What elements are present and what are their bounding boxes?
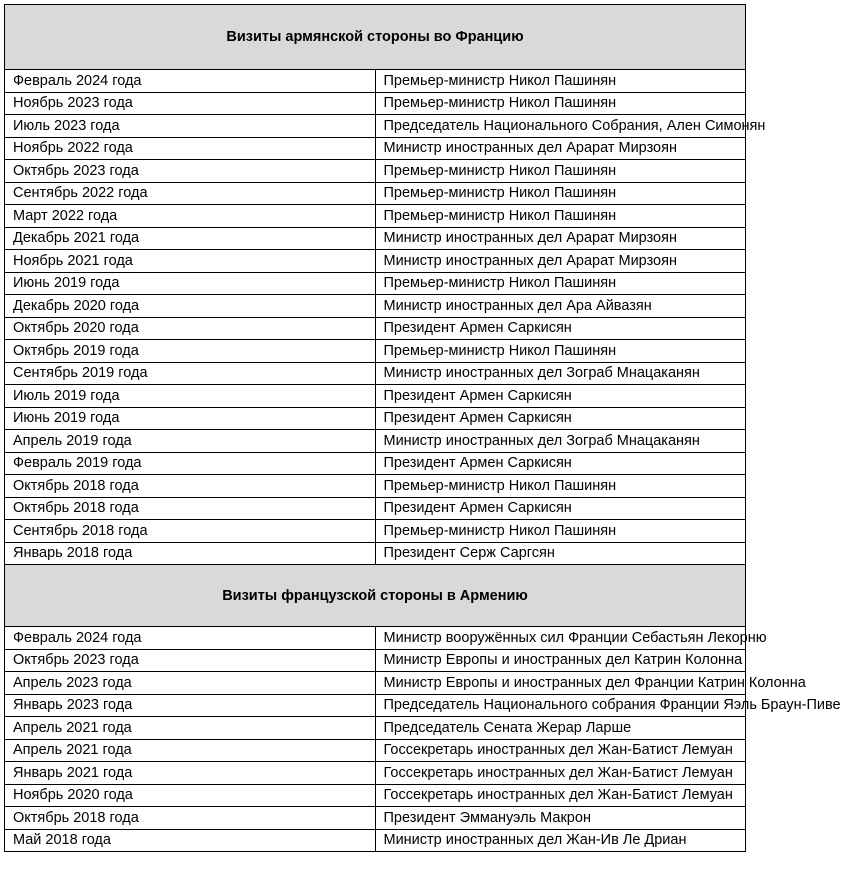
visitor-cell: Премьер-министр Никол Пашинян: [375, 205, 746, 228]
visitor-cell: Премьер-министр Никол Пашинян: [375, 182, 746, 205]
visitor-cell: Премьер-министр Никол Пашинян: [375, 70, 746, 93]
section-title: Визиты армянской стороны во Францию: [5, 5, 746, 70]
table-row: [5, 385, 746, 408]
visit-date-cell: Февраль 2024 года: [5, 627, 376, 650]
visitor-cell: Президент Армен Саркисян: [375, 497, 746, 520]
visit-date-cell: Декабрь 2020 года: [5, 295, 376, 318]
table-row: [5, 452, 746, 475]
visit-date-cell: Октябрь 2023 года: [5, 160, 376, 183]
visitor-cell: Госсекретарь иностранных дел Жан-Батист Лемуан: [375, 762, 746, 785]
visitor-cell: Премьер-министр Никол Пашинян: [375, 475, 746, 498]
table-row: [5, 694, 746, 717]
section-header-row: [5, 5, 746, 70]
visits-table: [4, 4, 841, 852]
visitor-cell: Госсекретарь иностранных дел Жан-Батист Лемуан: [375, 784, 746, 807]
visit-date-cell: Ноябрь 2021 года: [5, 250, 376, 273]
table-row: [5, 520, 746, 543]
visitor-cell: Президент Армен Саркисян: [375, 407, 746, 430]
table-row: [5, 70, 746, 93]
table-row: [5, 115, 746, 138]
visitor-cell: Президент Армен Саркисян: [375, 452, 746, 475]
table-row: [5, 497, 746, 520]
table-row: [5, 542, 746, 565]
visit-date-cell: Сентябрь 2022 года: [5, 182, 376, 205]
table-row: [5, 272, 746, 295]
visit-date-cell: Январь 2018 года: [5, 542, 376, 565]
visit-date-cell: Февраль 2024 года: [5, 70, 376, 93]
visit-date-cell: Сентябрь 2018 года: [5, 520, 376, 543]
visitor-cell: Министр иностранных дел Арарат Мирзоян: [375, 227, 746, 250]
table-row: [5, 317, 746, 340]
visit-date-cell: Апрель 2019 года: [5, 430, 376, 453]
table-row: [5, 227, 746, 250]
table-row: [5, 762, 746, 785]
visit-date-cell: Ноябрь 2020 года: [5, 784, 376, 807]
visitor-cell: Премьер-министр Никол Пашинян: [375, 92, 746, 115]
table-row: [5, 829, 746, 852]
visit-date-cell: Октябрь 2018 года: [5, 807, 376, 830]
visitor-cell: Министр иностранных дел Зограб Мнацаканян: [375, 430, 746, 453]
visitor-cell: Министр иностранных дел Арарат Мирзоян: [375, 137, 746, 160]
visitor-cell: Председатель Национального собрания Франции Яэль Браун-Пиве: [375, 694, 746, 717]
visit-date-cell: Март 2022 года: [5, 205, 376, 228]
table-row: [5, 137, 746, 160]
visit-date-cell: Июль 2019 года: [5, 385, 376, 408]
table-row: [5, 430, 746, 453]
visit-date-cell: Апрель 2021 года: [5, 717, 376, 740]
visit-date-cell: Октябрь 2018 года: [5, 475, 376, 498]
visit-date-cell: Январь 2023 года: [5, 694, 376, 717]
visit-date-cell: Сентябрь 2019 года: [5, 362, 376, 385]
visitor-cell: Министр иностранных дел Жан-Ив Ле Дриан: [375, 829, 746, 852]
visits-table-body: [5, 5, 841, 852]
visit-date-cell: Октябрь 2020 года: [5, 317, 376, 340]
section-header-row: [5, 565, 746, 627]
visits-document: [4, 4, 841, 852]
section-title: Визиты французской стороны в Армению: [5, 565, 746, 627]
visitor-cell: Председатель Сената Жерар Ларше: [375, 717, 746, 740]
table-row: [5, 807, 746, 830]
visitor-cell: Премьер-министр Никол Пашинян: [375, 160, 746, 183]
visitor-cell: Президент Армен Саркисян: [375, 385, 746, 408]
visitor-cell: Премьер-министр Никол Пашинян: [375, 340, 746, 363]
visit-date-cell: Декабрь 2021 года: [5, 227, 376, 250]
visit-date-cell: Апрель 2021 года: [5, 739, 376, 762]
table-row: [5, 672, 746, 695]
visit-date-cell: Июль 2023 года: [5, 115, 376, 138]
visitor-cell: Госсекретарь иностранных дел Жан-Батист Лемуан: [375, 739, 746, 762]
visitor-cell: Премьер-министр Никол Пашинян: [375, 272, 746, 295]
visitor-cell: Министр Европы и иностранных дел Катрин Колонна: [375, 649, 746, 672]
table-row: [5, 182, 746, 205]
visit-date-cell: Апрель 2023 года: [5, 672, 376, 695]
table-row: [5, 407, 746, 430]
visitor-cell: Президент Эммануэль Макрон: [375, 807, 746, 830]
table-row: [5, 340, 746, 363]
visit-date-cell: Февраль 2019 года: [5, 452, 376, 475]
visit-date-cell: Июнь 2019 года: [5, 272, 376, 295]
table-row: [5, 160, 746, 183]
visitor-cell: Министр иностранных дел Ара Айвазян: [375, 295, 746, 318]
visit-date-cell: Январь 2021 года: [5, 762, 376, 785]
table-row: [5, 475, 746, 498]
visit-date-cell: Октябрь 2023 года: [5, 649, 376, 672]
table-row: [5, 362, 746, 385]
visitor-cell: Министр иностранных дел Арарат Мирзоян: [375, 250, 746, 273]
table-row: [5, 295, 746, 318]
visitor-cell: Президент Армен Саркисян: [375, 317, 746, 340]
visit-date-cell: Октябрь 2018 года: [5, 497, 376, 520]
visit-date-cell: Июнь 2019 года: [5, 407, 376, 430]
visitor-cell: Премьер-министр Никол Пашинян: [375, 520, 746, 543]
visit-date-cell: Ноябрь 2023 года: [5, 92, 376, 115]
visitor-cell: Министр иностранных дел Зограб Мнацаканян: [375, 362, 746, 385]
visitor-cell: Президент Серж Саргсян: [375, 542, 746, 565]
visit-date-cell: Октябрь 2019 года: [5, 340, 376, 363]
table-row: [5, 250, 746, 273]
visit-date-cell: Ноябрь 2022 года: [5, 137, 376, 160]
visitor-cell: Председатель Национального Собрания, Ален Симонян: [375, 115, 746, 138]
table-row: [5, 739, 746, 762]
table-row: [5, 649, 746, 672]
table-row: [5, 205, 746, 228]
table-row: [5, 627, 746, 650]
table-row: [5, 717, 746, 740]
visitor-cell: Министр вооружённых сил Франции Себастьян Лекорню: [375, 627, 746, 650]
table-row: [5, 92, 746, 115]
table-row: [5, 784, 746, 807]
visit-date-cell: Май 2018 года: [5, 829, 376, 852]
visitor-cell: Министр Европы и иностранных дел Франции Катрин Колонна: [375, 672, 746, 695]
